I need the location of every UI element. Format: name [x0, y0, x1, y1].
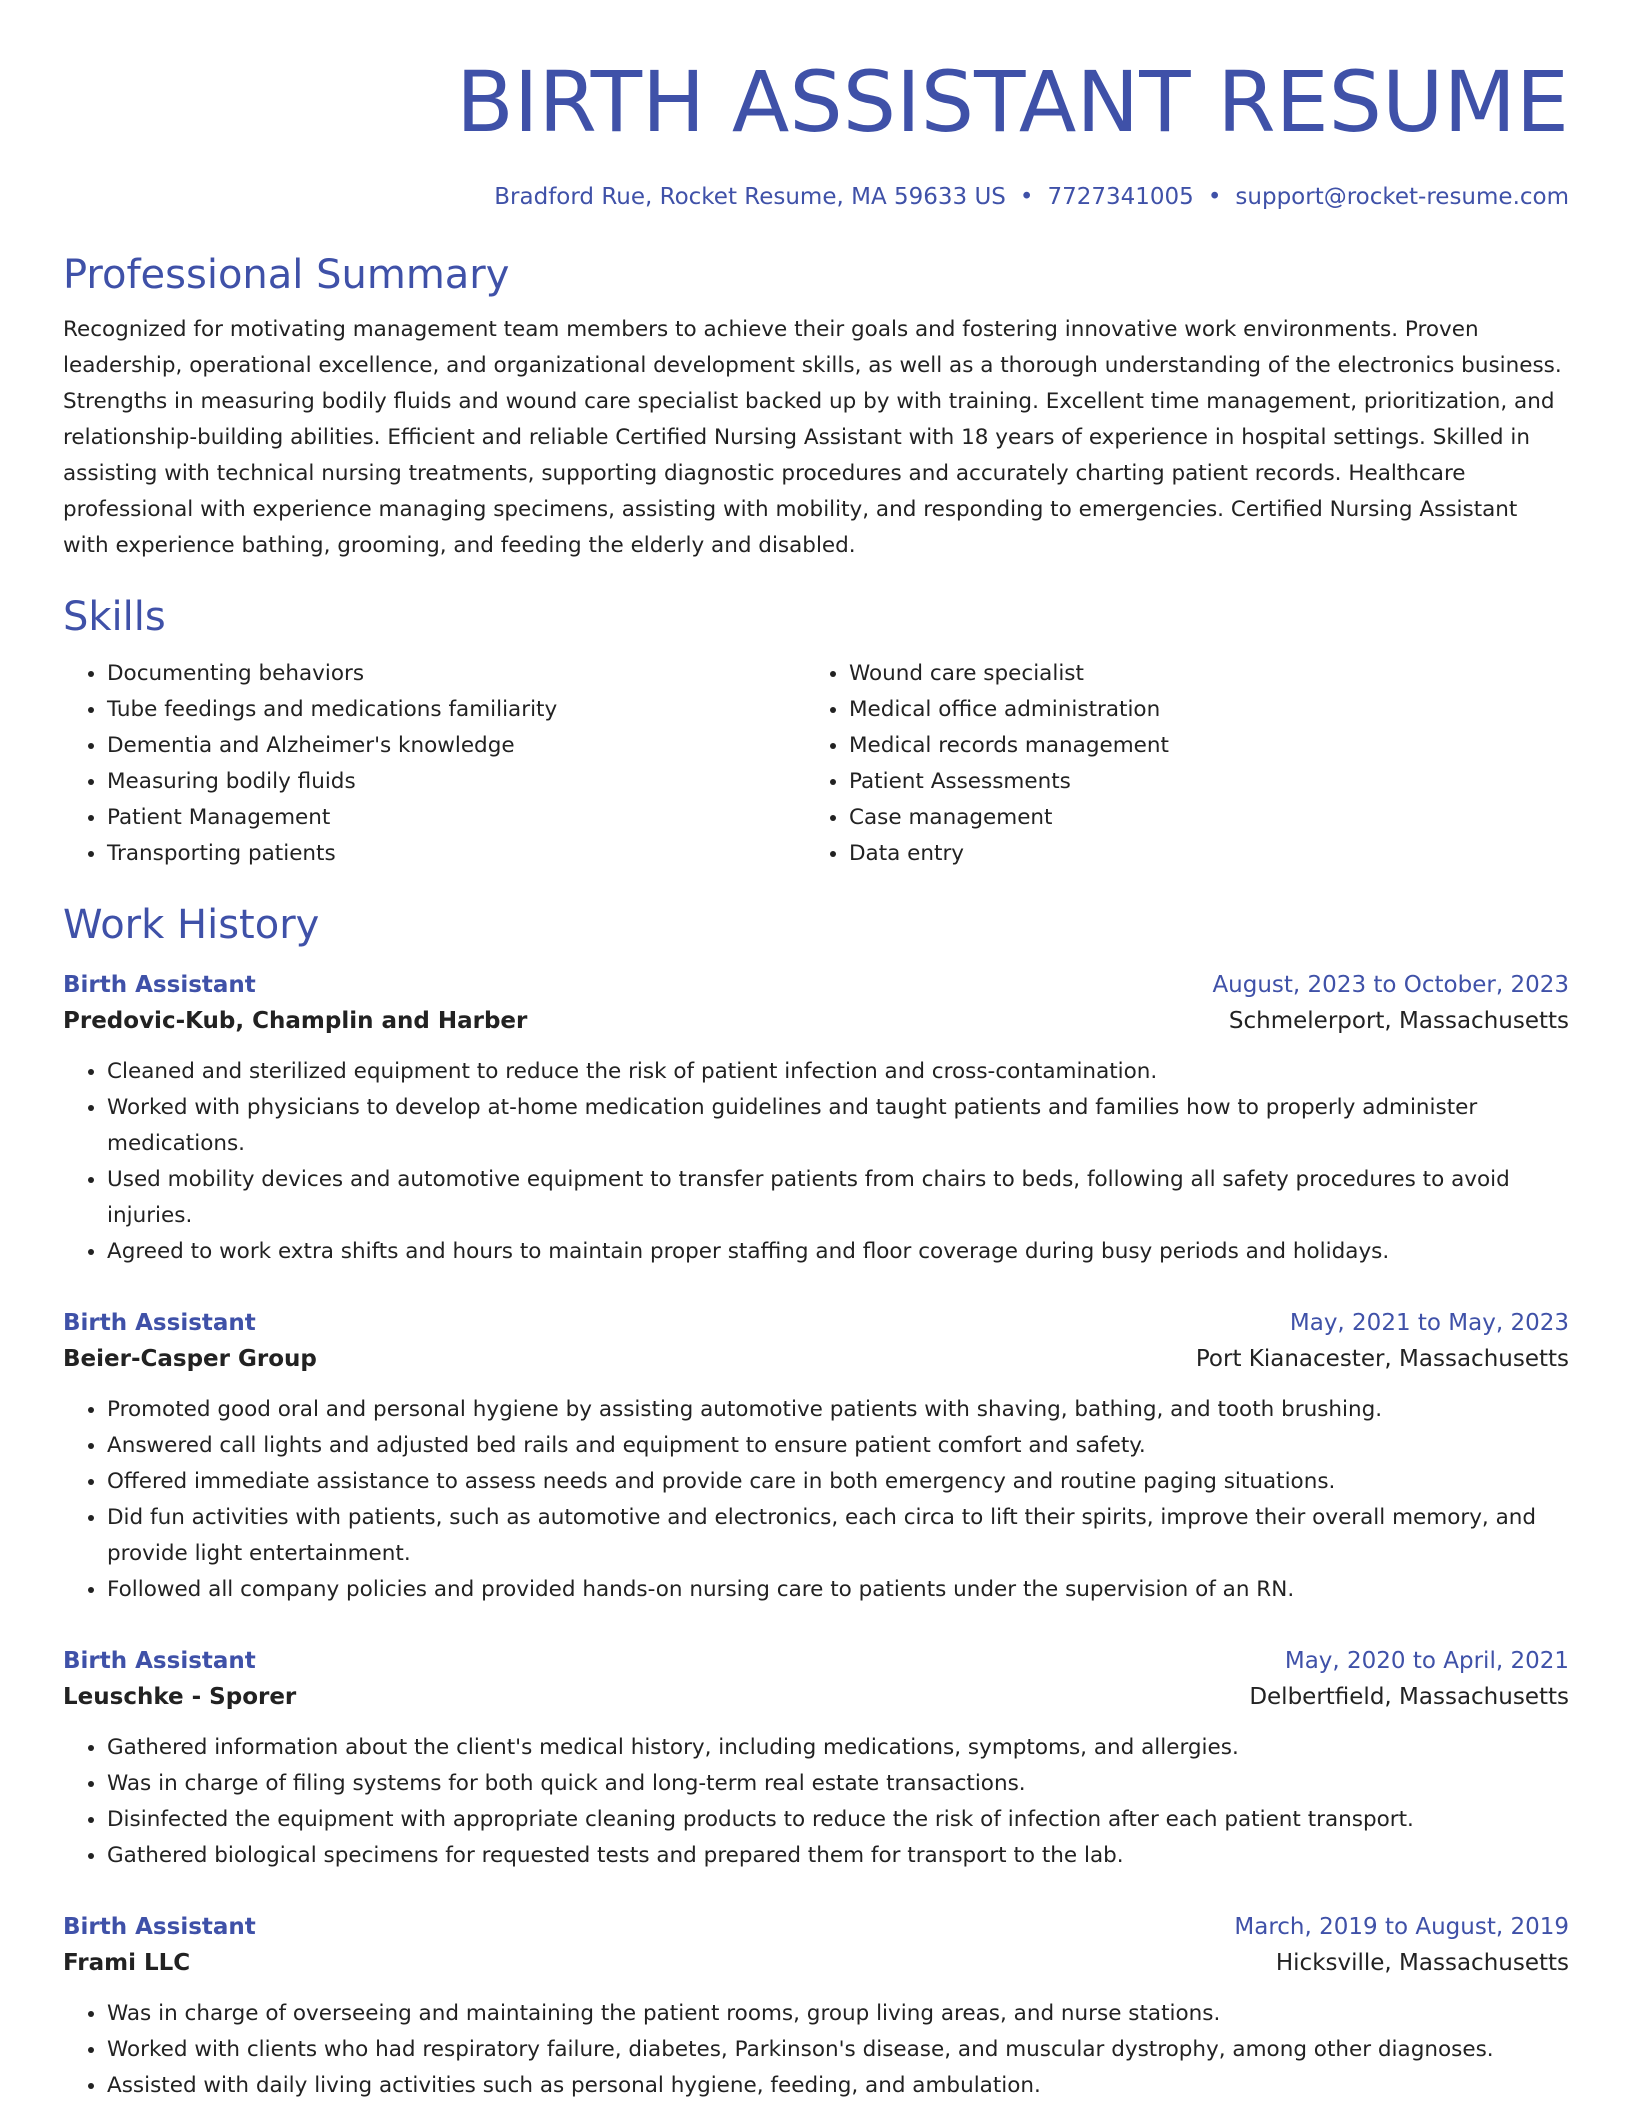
job-location: Delbertfield, Massachusetts [1249, 1684, 1569, 1710]
job-company-row [63, 1944, 1569, 1982]
skills-list-right [805, 656, 1547, 872]
skills-heading: Skills [63, 594, 166, 640]
job-bullet: • Was in charge of filing systems for both quick and long-term real estate transactions. [107, 1766, 1569, 1802]
job-company: Predovic-Kub, Champlin and Harber [63, 1008, 528, 1034]
job-bullets [63, 1392, 1569, 1608]
skill-item: • Case management [849, 800, 1547, 836]
contact-separator: • [1207, 184, 1222, 210]
job-dates: May, 2020 to April, 2021 [1284, 1648, 1569, 1674]
job-bullet: • Offered immediate assistance to assess needs and provide care in both emergency and routine paging situations. [107, 1464, 1569, 1500]
job-company-row [63, 1340, 1569, 1378]
job-location: Schmelerport, Massachusetts [1228, 1008, 1569, 1034]
skill-item: • Data entry [849, 836, 1547, 872]
skill-item: • Patient Assessments [849, 764, 1547, 800]
summary-text: Recognized for motivating management team members to achieve their goals and fostering innovative work environments. Proven leadership, operational excellence, and organizational development skills, as well as a thorough understanding of the electronics business. Strengths in measuring bodily fluids and wound care specialist backed up by with training. Excellent time management, prioritization, and relationship-building abilities. Efficient and reliable Certified Nursing Assistant with 18 years of experience in hospital settings. Skilled in assisting with technical nursing treatments, supporting diagnostic procedures and accurately charting patient records. Healthcare professional with experience managing specimens, assisting with mobility, and responding to emergencies. Certified Nursing Assistant with experience bathing, grooming, and feeding the elderly and disabled. [63, 317, 1562, 558]
job-bullet: • Gathered information about the client's medical history, including medications, symptoms, and allergies. [107, 1730, 1569, 1766]
job-title-row [63, 1306, 1569, 1340]
job-title: Birth Assistant [63, 1310, 256, 1336]
job-title: Birth Assistant [63, 1914, 256, 1940]
skill-item: • Dementia and Alzheimer's knowledge [107, 728, 805, 764]
job-location: Hicksville, Massachusetts [1275, 1950, 1569, 1976]
job-entry [63, 1910, 1569, 2104]
job-title-row [63, 1910, 1569, 1944]
job-company: Beier-Casper Group [63, 1346, 317, 1372]
skill-item: • Patient Management [107, 800, 805, 836]
job-company: Frami LLC [63, 1950, 191, 1976]
skill-item: • Medical records management [849, 728, 1547, 764]
job-bullet: • Followed all company policies and provided hands-on nursing care to patients under the supervision of an RN. [107, 1572, 1569, 1608]
job-bullet: • Disinfected the equipment with appropriate cleaning products to reduce the risk of infection after each patient transport. [107, 1802, 1569, 1838]
job-title-row [63, 1644, 1569, 1678]
job-bullet: • Assisted with daily living activities such as personal hygiene, feeding, and ambulation. [107, 2068, 1569, 2104]
job-bullet: • Worked with clients who had respiratory failure, diabetes, Parkinson's disease, and muscular dystrophy, among other diagnoses. [107, 2032, 1569, 2068]
job-entry [63, 1644, 1569, 1874]
skill-item: • Documenting behaviors [107, 656, 805, 692]
job-bullet: • Agreed to work extra shifts and hours to maintain proper staffing and floor coverage during busy periods and holidays. [107, 1234, 1569, 1270]
job-entry [63, 968, 1569, 1270]
job-company: Leuschke - Sporer [63, 1684, 297, 1710]
job-bullets [63, 1730, 1569, 1874]
contact-separator: • [1019, 184, 1034, 210]
skill-item: • Measuring bodily fluids [107, 764, 805, 800]
job-bullet: • Cleaned and sterilized equipment to reduce the risk of patient infection and cross-contamination. [107, 1054, 1569, 1090]
job-company-row [63, 1002, 1569, 1040]
job-bullet: • Did fun activities with patients, such as automotive and electronics, each circa to lift their spirits, improve their overall memory, and provide light entertainment. [107, 1500, 1569, 1572]
job-company-row [63, 1678, 1569, 1716]
job-bullets [63, 1996, 1569, 2104]
skill-item: • Transporting patients [107, 836, 805, 872]
skills-list-left [63, 656, 805, 872]
job-title: Birth Assistant [63, 972, 256, 998]
work-history-heading: Work History [63, 902, 320, 948]
resume-title: BIRTH ASSISTANT RESUME [456, 53, 1569, 151]
skill-item: • Medical office administration [849, 692, 1547, 728]
job-bullet: • Used mobility devices and automotive equipment to transfer patients from chairs to beds, following all safety procedures to avoid injuries. [107, 1162, 1569, 1234]
skills-grid [63, 656, 1569, 872]
summary-heading: Professional Summary [63, 252, 510, 298]
job-bullet: • Gathered biological specimens for requested tests and prepared them for transport to the lab. [107, 1838, 1569, 1874]
job-dates: August, 2023 to October, 2023 [1212, 972, 1569, 998]
contact-address: Bradford Rue, Rocket Resume, MA 59633 US [494, 184, 1006, 210]
contact-phone: 7727341005 [1047, 184, 1194, 210]
skill-item: • Wound care specialist [849, 656, 1547, 692]
skill-item: • Tube feedings and medications familiarity [107, 692, 805, 728]
contact-line [63, 182, 1569, 212]
job-bullets [63, 1054, 1569, 1270]
job-bullet: • Answered call lights and adjusted bed rails and equipment to ensure patient comfort and safety. [107, 1428, 1569, 1464]
contact-email: support@rocket-resume.com [1235, 184, 1569, 210]
job-bullet: • Worked with physicians to develop at-home medication guidelines and taught patients and families how to properly administer medications. [107, 1090, 1569, 1162]
job-dates: March, 2019 to August, 2019 [1234, 1914, 1569, 1940]
job-location: Port Kianacester, Massachusetts [1195, 1346, 1569, 1372]
job-title: Birth Assistant [63, 1648, 256, 1674]
job-dates: May, 2021 to May, 2023 [1289, 1310, 1569, 1336]
job-bullet: • Was in charge of overseeing and maintaining the patient rooms, group living areas, and nurse stations. [107, 1996, 1569, 2032]
job-entry [63, 1306, 1569, 1608]
job-title-row [63, 968, 1569, 1002]
job-bullet: • Promoted good oral and personal hygiene by assisting automotive patients with shaving, bathing, and tooth brushing. [107, 1392, 1569, 1428]
